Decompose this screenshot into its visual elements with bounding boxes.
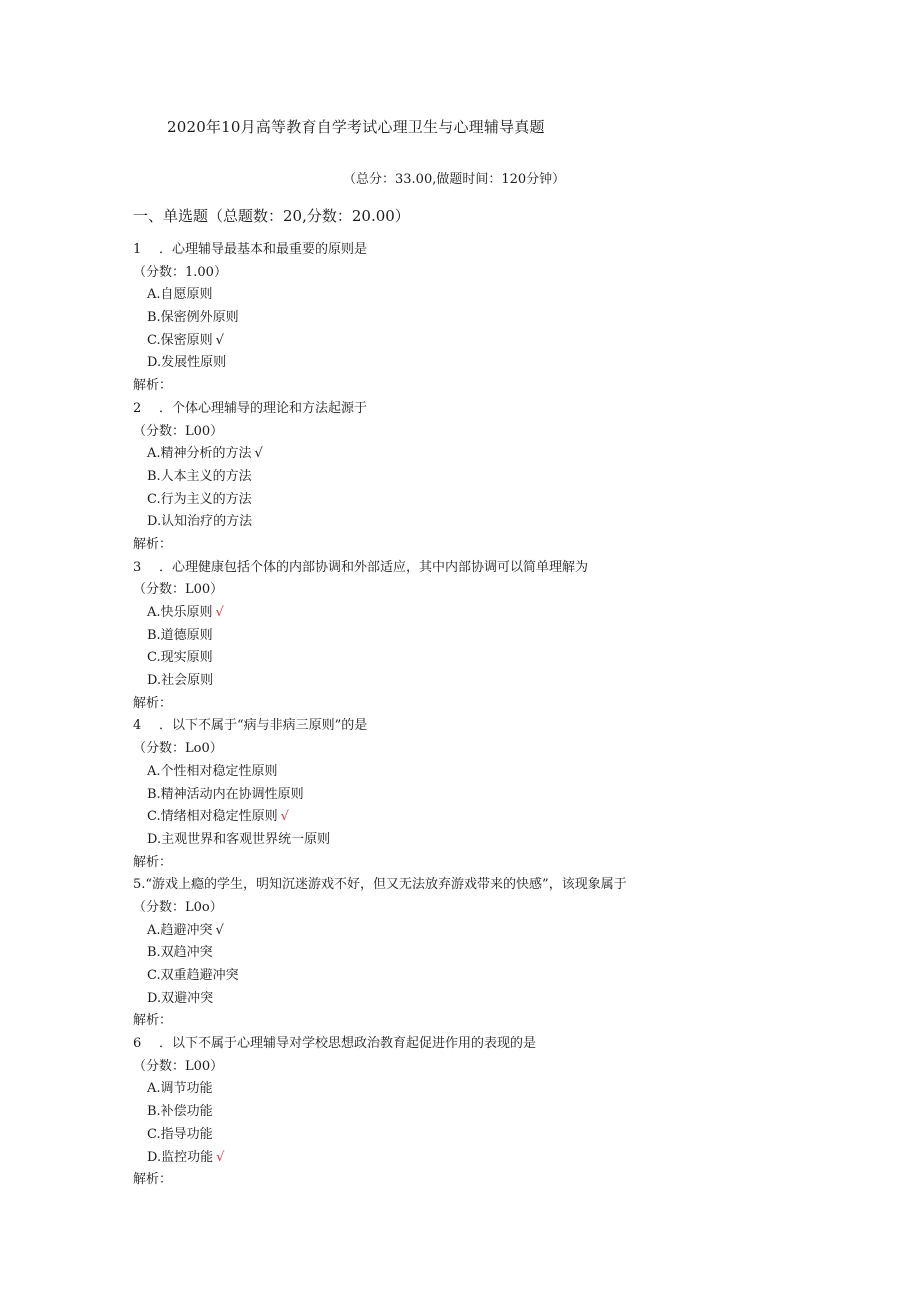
option-text: A.趋避冲突	[147, 922, 213, 938]
question-score: （分数：L0o）	[133, 899, 223, 915]
option-text: C.保密原则	[147, 332, 213, 348]
option-text: B.道德原则	[147, 627, 213, 643]
check-mark-icon: √	[215, 332, 224, 348]
option-a	[133, 443, 833, 466]
option-c	[133, 647, 833, 670]
question-text: “游戏上瘾的学生，明知沉迷游戏不好，但又无法放弃游戏带来的快感”，该现象属于	[145, 877, 627, 893]
option-text: B.精神活动内在协调性原则	[147, 786, 304, 802]
option-text: B.双趋冲突	[147, 945, 213, 961]
option-text: D.发展性原则	[147, 355, 227, 371]
option-text: A.个性相对稳定性原则	[147, 763, 278, 779]
analysis-label: 解析：	[133, 536, 173, 552]
option-a	[133, 284, 833, 307]
question-2	[133, 398, 833, 557]
question-4	[133, 715, 833, 874]
option-text: D.认知治疗的方法	[147, 514, 253, 530]
option-a	[133, 602, 833, 625]
option-d	[133, 670, 833, 693]
question-stem	[133, 715, 833, 738]
section-heading: 一、单选题（总题数：20,分数：20.00）	[133, 207, 410, 225]
option-text: D.监控功能	[147, 1149, 214, 1165]
question-1	[133, 239, 833, 398]
question-number: 4	[133, 718, 142, 734]
option-text: A.精神分析的方法	[147, 446, 252, 462]
question-text: ．心理辅导最基本和最重要的原则是	[159, 242, 368, 257]
question-3	[133, 557, 833, 716]
analysis-label: 解析：	[133, 854, 173, 870]
option-text: B.人本主义的方法	[147, 468, 252, 484]
question-stem	[133, 557, 833, 580]
option-b	[133, 466, 833, 489]
option-text: A.快乐原则	[147, 605, 213, 620]
option-text: C.行为主义的方法	[147, 491, 252, 507]
question-text: ．个体心理辅导的理论和方法起源于	[159, 400, 368, 416]
question-text: ．以下不属于心理辅导对学校思想政治教育起促进作用的表现的是	[159, 1036, 537, 1052]
question-text: ．心理健康包括个体的内部协调和外部适应，其中内部协调可以简单理解为	[159, 559, 589, 575]
question-5	[133, 874, 833, 1033]
option-a	[133, 920, 833, 943]
analysis-label: 解析：	[133, 695, 173, 711]
question-score: （分数：L00）	[133, 582, 224, 598]
option-text: C.双重趋避冲突	[147, 968, 239, 983]
question-number: 1	[133, 242, 142, 257]
check-mark-icon: √	[216, 1149, 225, 1165]
option-b	[133, 307, 833, 330]
option-text: A.自愿原则	[147, 287, 213, 303]
check-mark-icon: √	[254, 446, 263, 462]
option-text: C.情绪相对稳定性原则	[147, 809, 278, 825]
question-number: 2	[133, 400, 142, 416]
option-c	[133, 965, 833, 988]
option-b	[133, 784, 833, 807]
exam-meta: （总分：33.00,做题时间：120分钟）	[343, 172, 566, 187]
option-d	[133, 1147, 833, 1170]
check-mark-icon: √	[215, 922, 224, 938]
option-text: B.保密例外原则	[147, 310, 239, 326]
check-mark-icon: √	[280, 809, 289, 825]
option-d	[133, 352, 833, 375]
option-d	[133, 511, 833, 534]
analysis-label: 解析：	[133, 378, 173, 394]
analysis-label: 解析：	[133, 1013, 173, 1029]
option-c	[133, 806, 833, 829]
option-c	[133, 330, 833, 353]
option-b	[133, 1101, 833, 1124]
question-score: （分数：L00）	[133, 423, 224, 439]
option-b	[133, 625, 833, 648]
option-text: B.补偿功能	[147, 1104, 213, 1120]
question-6	[133, 1033, 833, 1192]
question-stem	[133, 874, 833, 897]
option-a	[133, 761, 833, 784]
question-number: 5.	[133, 877, 146, 893]
option-c	[133, 489, 833, 512]
option-d	[133, 829, 833, 852]
question-stem	[133, 239, 833, 262]
option-d	[133, 988, 833, 1011]
question-number: 3	[133, 559, 142, 575]
question-list	[133, 239, 833, 1192]
check-mark-icon: √	[215, 605, 224, 620]
question-stem	[133, 398, 833, 421]
option-a	[133, 1078, 833, 1101]
question-score: （分数：Lo0）	[133, 741, 223, 757]
document-title: 2020年10月高等教育自学考试心理卫生与心理辅导真题	[167, 118, 545, 136]
option-text: D.主观世界和客观世界统一原则	[147, 831, 331, 847]
option-b	[133, 942, 833, 965]
analysis-label: 解析：	[133, 1172, 173, 1188]
question-score: （分数：L00）	[133, 1058, 224, 1074]
question-text: ．以下不属于“病与非病三原则”的是	[159, 718, 368, 734]
question-score: （分数：1.00）	[133, 264, 227, 280]
option-text: C.现实原则	[147, 650, 213, 666]
option-text: C.指导功能	[147, 1126, 213, 1142]
option-text: A.调节功能	[147, 1081, 213, 1097]
question-number: 6	[133, 1036, 142, 1052]
option-c	[133, 1124, 833, 1147]
question-stem	[133, 1033, 833, 1056]
option-text: D.社会原则	[147, 673, 214, 689]
option-text: D.双避冲突	[147, 990, 214, 1006]
